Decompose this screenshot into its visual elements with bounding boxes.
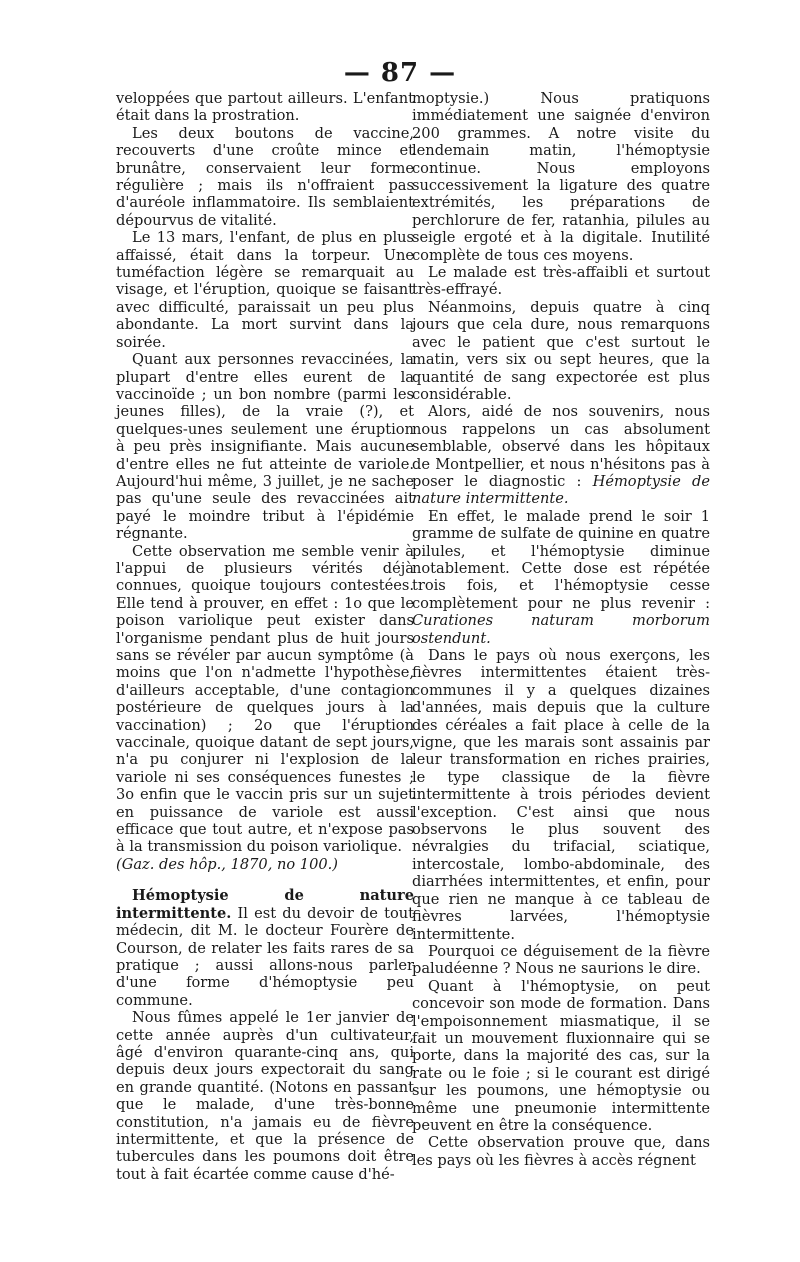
paragraph-text: Alors, aidé de nos souvenirs, nous nous rappelons un cas absolument semblable, observé dans les hôpitaux de Montpellier, et nous n'hésitons pas à poser le diagnostic : — [412, 403, 710, 490]
section-title: Hémoptysie de nature intermittente. — [116, 887, 414, 922]
citation: (Gaz. des hôp., 1870, no 100.) — [116, 855, 338, 873]
paragraph — [412, 508, 710, 647]
paragraph: Nous fûmes appelé le 1er janvier de cette année auprès d'un cultivateur, âgé d'environ quarante-cinq ans, qui depuis deux jours expectorait du sang en grande quantité. (Notons en passant que le malade, d'une très-bonne constitution, n'a jamais eu de fièvre intermittente, et que la présence de tubercules dans les poumons doit être tout à fait écartée comme cause d'hé- — [116, 1009, 414, 1183]
paragraph: Les deux boutons de vaccine, recouverts d'une croûte mince et brunâtre, conservaient leur forme régulière ; mais ils n'offraient pas d'auréole inflammatoire. Ils semblaient dépourvus de vitalité. — [116, 124, 414, 229]
paragraph: Quant à l'hémoptysie, on peut concevoir son mode de formation. Dans l'empoisonnement miasmatique, il se fait un mouvement fluxionnaire qui se porte, dans la majorité des cas, sur la rate ou le foie ; si le courant est dirigé sur les poumons, une hémoptysie ou même une pneumonie intermittente peuvent en être la conséquence. — [412, 977, 710, 1134]
paragraph: veloppées que partout ailleurs. L'enfant était dans la prostration. — [116, 90, 414, 125]
paragraph: Le malade est très-affaibli et surtout très-effrayé. — [412, 264, 710, 299]
paragraph-text: Il est du devoir de tout médecin, dit M. le docteur Fourère de Courson, de relater les faits rares de sa pratique ; aussi allons-nous parler d'une forme d'hémoptysie peu commune. — [116, 904, 415, 1009]
paragraph: Cette observation prouve que, dans les pays où les fièvres à accès régnent — [412, 1134, 710, 1169]
page-number: — 87 — — [343, 58, 457, 88]
section-paragraph — [116, 887, 414, 1009]
paragraph: Cette observation me semble venir à l'appui de plusieurs vérités déjà connues, quoique toujours contestées. Elle tend à prouver, en effet : 1o que le poison variolique peut exister dans l'organisme pendant plus de huit jours sans se révéler par aucun symptôme (à moins que l'on n'admette l'hypothèse, d'ailleurs acceptable, d'une contagion postérieure de quelques jours à la vaccination) ; 2o que l'éruption vaccinale, quoique datant de sept jours, n'a pu conjurer ni l'explosion de la variole ni ses conséquences funestes ; 3o enfin que le vaccin pris sur un sujet en puissance de variole est aussi efficace que tout autre, et n'expose pas à la transmission du poison variolique. — [116, 542, 414, 856]
latin-quote: Curationes naturam morborum ostendunt. — [412, 612, 710, 647]
diagnosis-italic: Hémoptysie de nature intermittente. — [412, 472, 710, 508]
paragraph: Dans le pays où nous exerçons, les fièvres intermittentes étaient très-communes il y a quelques dizaines d'années, mais depuis que la culture des céréales a fait place à celle de la vigne, que les marais sont assainis par leur transformation en riches prairies, le type classique de la fièvre intermittente à trois périodes devient l'exception. C'est ainsi que nous observons le plus souvent des névralgies du trifacial, sciatique, intercostale, lombo-abdominale, des diarrhées intermittentes, et enfin, pour que rien ne manque à ce tableau de fièvres larvées, l'hémoptysie intermittente. — [412, 647, 710, 943]
paragraph: moptysie.) Nous pratiquons immédiatement une saignée d'environ 200 grammes. A notre visite du lendemain matin, l'hémoptysie continue. Nous employons successivement la ligature des quatre extrémités, les préparations de perchlorure de fer, ratanhia, pilules au seigle ergoté et à la digitale. Inutilité complète de tous ces moyens. — [412, 90, 710, 264]
paragraph: Néanmoins, depuis quatre à cinq jours que cela dure, nous remarquons avec le patient que c'est surtout le matin, vers six ou sept heures, que la quantité de sang expectorée est plus considérable. — [412, 298, 710, 403]
paragraph-text: En effet, le malade prend le soir 1 gramme de sulfate de quinine en quatre pilules, et l'hémoptysie diminue notablement. Cette dose est répétée trois fois, et l'hémoptysie cesse complètement pour ne plus revenir : — [412, 507, 710, 612]
paragraph: Le 13 mars, l'enfant, de plus en plus affaissé, était dans la torpeur. Une tuméfaction légère se remarquait au visage, et l'éruption, quoique se faisant avec difficulté, paraissait un peu plus abondante. La mort survint dans la soirée. — [116, 229, 414, 351]
right-column — [412, 90, 710, 1169]
paragraph: Quant aux personnes revaccinées, la plupart d'entre elles eurent de la vaccinoïde ; un bon nombre (parmi les jeunes filles), de la vraie (?), et quelques-unes seulement une éruption à peu près insignifiante. Mais aucune d'entre elles ne fut atteinte de variole. Aujourd'hui même, 3 juillet, je ne sache pas qu'une seule des revaccinées ait payé le moindre tribut à l'épidémie régnante. — [116, 351, 414, 543]
left-column — [116, 90, 414, 1183]
paragraph: Pourquoi ce déguisement de la fièvre paludéenne ? Nous ne saurions le dire. — [412, 942, 710, 978]
paragraph — [412, 403, 710, 507]
